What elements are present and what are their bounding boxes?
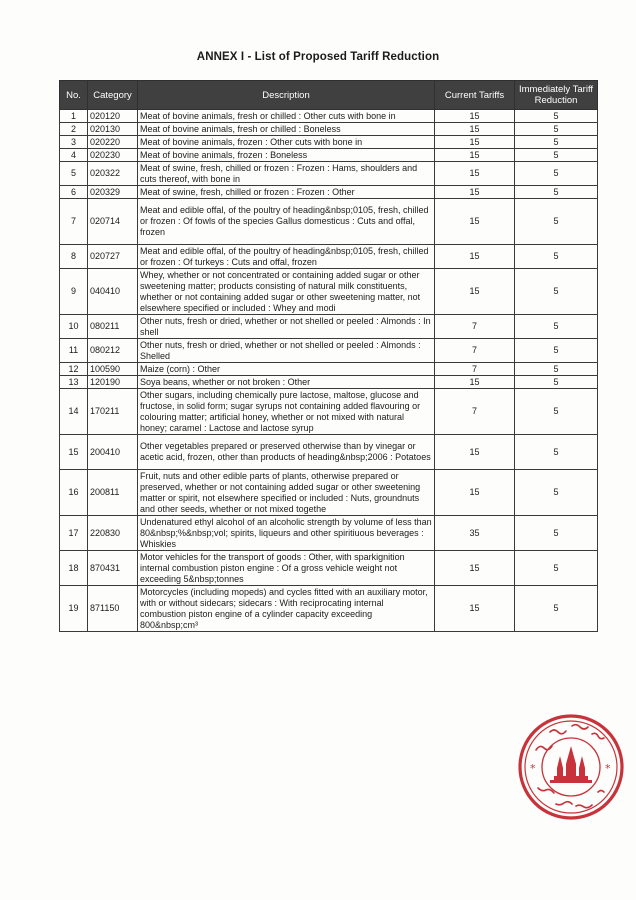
table-row xyxy=(60,586,598,632)
row-category-code: 020120 xyxy=(88,110,138,123)
row-description: Other nuts, fresh or dried, whether or not shelled or peeled : Almonds : In shell xyxy=(138,315,435,339)
row-number: 14 xyxy=(60,389,88,435)
row-current-tariff: 7 xyxy=(435,389,515,435)
row-current-tariff: 15 xyxy=(435,199,515,245)
row-category-code: 080212 xyxy=(88,339,138,363)
table-row xyxy=(60,269,598,315)
row-category-code: 870431 xyxy=(88,551,138,586)
row-tariff-reduction: 5 xyxy=(515,199,598,245)
row-category-code: 020130 xyxy=(88,123,138,136)
row-description: Meat and edible offal, of the poultry of heading&nbsp;0105, fresh, chilled or frozen : Of turkeys : Cuts and offal, frozen xyxy=(138,245,435,269)
row-current-tariff: 15 xyxy=(435,269,515,315)
row-category-code: 020727 xyxy=(88,245,138,269)
row-category-code: 120190 xyxy=(88,376,138,389)
row-category-code: 100590 xyxy=(88,363,138,376)
row-tariff-reduction: 5 xyxy=(515,245,598,269)
row-current-tariff: 15 xyxy=(435,586,515,632)
row-tariff-reduction: 5 xyxy=(515,162,598,186)
row-tariff-reduction: 5 xyxy=(515,470,598,516)
row-current-tariff: 35 xyxy=(435,516,515,551)
table-body xyxy=(60,110,598,632)
row-number: 6 xyxy=(60,186,88,199)
row-current-tariff: 15 xyxy=(435,376,515,389)
row-category-code: 200811 xyxy=(88,470,138,516)
row-number: 17 xyxy=(60,516,88,551)
row-description: Meat of bovine animals, frozen : Other cuts with bone in xyxy=(138,136,435,149)
row-current-tariff: 15 xyxy=(435,162,515,186)
row-number: 18 xyxy=(60,551,88,586)
row-current-tariff: 15 xyxy=(435,123,515,136)
row-current-tariff: 15 xyxy=(435,186,515,199)
row-category-code: 040410 xyxy=(88,269,138,315)
table-row xyxy=(60,186,598,199)
row-tariff-reduction: 5 xyxy=(515,186,598,199)
row-category-code: 020329 xyxy=(88,186,138,199)
row-tariff-reduction: 5 xyxy=(515,110,598,123)
row-tariff-reduction: 5 xyxy=(515,269,598,315)
table-header xyxy=(60,81,598,110)
row-current-tariff: 7 xyxy=(435,363,515,376)
row-description: Motorcycles (including mopeds) and cycles fitted with an auxiliary motor, with or without sidecars; sidecars : With reciprocating internal combustion piston engine of a cylinder capacity exceeding 800&nbsp;cm³ xyxy=(138,586,435,632)
row-number: 10 xyxy=(60,315,88,339)
header-immediately-tariff-reduction: Immediately Tariff Reduction xyxy=(515,81,598,110)
row-tariff-reduction: 5 xyxy=(515,315,598,339)
row-category-code: 170211 xyxy=(88,389,138,435)
row-number: 1 xyxy=(60,110,88,123)
row-description: Other nuts, fresh or dried, whether or not shelled or peeled : Almonds : Shelled xyxy=(138,339,435,363)
row-current-tariff: 15 xyxy=(435,551,515,586)
row-current-tariff: 15 xyxy=(435,149,515,162)
row-number: 2 xyxy=(60,123,88,136)
svg-text:*: * xyxy=(530,762,536,775)
row-tariff-reduction: 5 xyxy=(515,435,598,470)
row-description: Meat of swine, fresh, chilled or frozen : Frozen : Other xyxy=(138,186,435,199)
row-category-code: 200410 xyxy=(88,435,138,470)
row-description: Fruit, nuts and other edible parts of plants, otherwise prepared or preserved, whether or not containing added sugar or other sweetening matter or spirit, not elsewhere specified or included : Nuts, groundnuts and other seeds, whether or not mixed togethe xyxy=(138,470,435,516)
row-category-code: 020714 xyxy=(88,199,138,245)
row-number: 13 xyxy=(60,376,88,389)
official-seal xyxy=(516,712,626,822)
header-description: Description xyxy=(138,81,435,110)
table-row xyxy=(60,363,598,376)
table-row xyxy=(60,516,598,551)
row-current-tariff: 15 xyxy=(435,110,515,123)
row-current-tariff: 15 xyxy=(435,470,515,516)
row-current-tariff: 15 xyxy=(435,245,515,269)
row-number: 7 xyxy=(60,199,88,245)
row-description: Undenatured ethyl alcohol of an alcoholic strength by volume of less than 80&nbsp;%&nbsp;vol; spirits, liqueurs and other spiritiuous beverages : Whiskies xyxy=(138,516,435,551)
table-row xyxy=(60,110,598,123)
row-number: 11 xyxy=(60,339,88,363)
row-category-code: 220830 xyxy=(88,516,138,551)
table-row xyxy=(60,551,598,586)
row-description: Meat of bovine animals, fresh or chilled : Boneless xyxy=(138,123,435,136)
svg-text:*: * xyxy=(605,762,611,775)
row-number: 5 xyxy=(60,162,88,186)
header-current-tariffs: Current Tariffs xyxy=(435,81,515,110)
row-category-code: 020322 xyxy=(88,162,138,186)
table-row xyxy=(60,162,598,186)
row-current-tariff: 7 xyxy=(435,339,515,363)
row-description: Maize (corn) : Other xyxy=(138,363,435,376)
row-tariff-reduction: 5 xyxy=(515,339,598,363)
row-description: Other sugars, including chemically pure lactose, maltose, glucose and fructose, in solid form; sugar syrups not containing added flavouring or colouring matter; artificial honey, whether or not mixed with natural honey; caramel : Lactose and lactose syrup xyxy=(138,389,435,435)
row-description: Meat of swine, fresh, chilled or frozen : Frozen : Hams, shoulders and cuts thereof, with bone in xyxy=(138,162,435,186)
row-tariff-reduction: 5 xyxy=(515,551,598,586)
header-no: No. xyxy=(60,81,88,110)
row-number: 4 xyxy=(60,149,88,162)
row-category-code: 020220 xyxy=(88,136,138,149)
table-row xyxy=(60,389,598,435)
row-number: 9 xyxy=(60,269,88,315)
table-row xyxy=(60,435,598,470)
row-description: Meat and edible offal, of the poultry of heading&nbsp;0105, fresh, chilled or frozen : Of fowls of the species Gallus domesticus : Cuts and offal, frozen xyxy=(138,199,435,245)
row-category-code: 871150 xyxy=(88,586,138,632)
row-current-tariff: 7 xyxy=(435,315,515,339)
row-tariff-reduction: 5 xyxy=(515,363,598,376)
row-number: 16 xyxy=(60,470,88,516)
row-description: Other vegetables prepared or preserved otherwise than by vinegar or acetic acid, frozen, other than products of heading&nbsp;2006 : Potatoes xyxy=(138,435,435,470)
row-tariff-reduction: 5 xyxy=(515,149,598,162)
row-number: 19 xyxy=(60,586,88,632)
table-row xyxy=(60,149,598,162)
row-description: Whey, whether or not concentrated or containing added sugar or other sweetening matter; products consisting of natural milk constituents, whether or not containing added sugar or other sweetening matter, not elsewhere specified or included : Whey and modi xyxy=(138,269,435,315)
row-number: 3 xyxy=(60,136,88,149)
row-tariff-reduction: 5 xyxy=(515,376,598,389)
table-row xyxy=(60,339,598,363)
table-row xyxy=(60,315,598,339)
row-current-tariff: 15 xyxy=(435,136,515,149)
row-description: Motor vehicles for the transport of goods : Other, with sparkignition internal combustion piston engine : Of a gross vehicle weight not exceeding 5&nbsp;tonnes xyxy=(138,551,435,586)
table-row xyxy=(60,123,598,136)
table-row xyxy=(60,376,598,389)
row-tariff-reduction: 5 xyxy=(515,136,598,149)
row-tariff-reduction: 5 xyxy=(515,389,598,435)
row-category-code: 020230 xyxy=(88,149,138,162)
table-row xyxy=(60,136,598,149)
row-tariff-reduction: 5 xyxy=(515,586,598,632)
tariff-table xyxy=(59,80,598,632)
row-tariff-reduction: 5 xyxy=(515,516,598,551)
table-row xyxy=(60,245,598,269)
row-current-tariff: 15 xyxy=(435,435,515,470)
row-description: Soya beans, whether or not broken : Other xyxy=(138,376,435,389)
row-description: Meat of bovine animals, frozen : Boneless xyxy=(138,149,435,162)
table-row xyxy=(60,199,598,245)
row-tariff-reduction: 5 xyxy=(515,123,598,136)
row-description: Meat of bovine animals, fresh or chilled : Other cuts with bone in xyxy=(138,110,435,123)
row-number: 8 xyxy=(60,245,88,269)
row-number: 15 xyxy=(60,435,88,470)
row-number: 12 xyxy=(60,363,88,376)
page-title: ANNEX I - List of Proposed Tariff Reduction xyxy=(196,51,440,63)
header-category: Category xyxy=(88,81,138,110)
row-category-code: 080211 xyxy=(88,315,138,339)
table-row xyxy=(60,470,598,516)
